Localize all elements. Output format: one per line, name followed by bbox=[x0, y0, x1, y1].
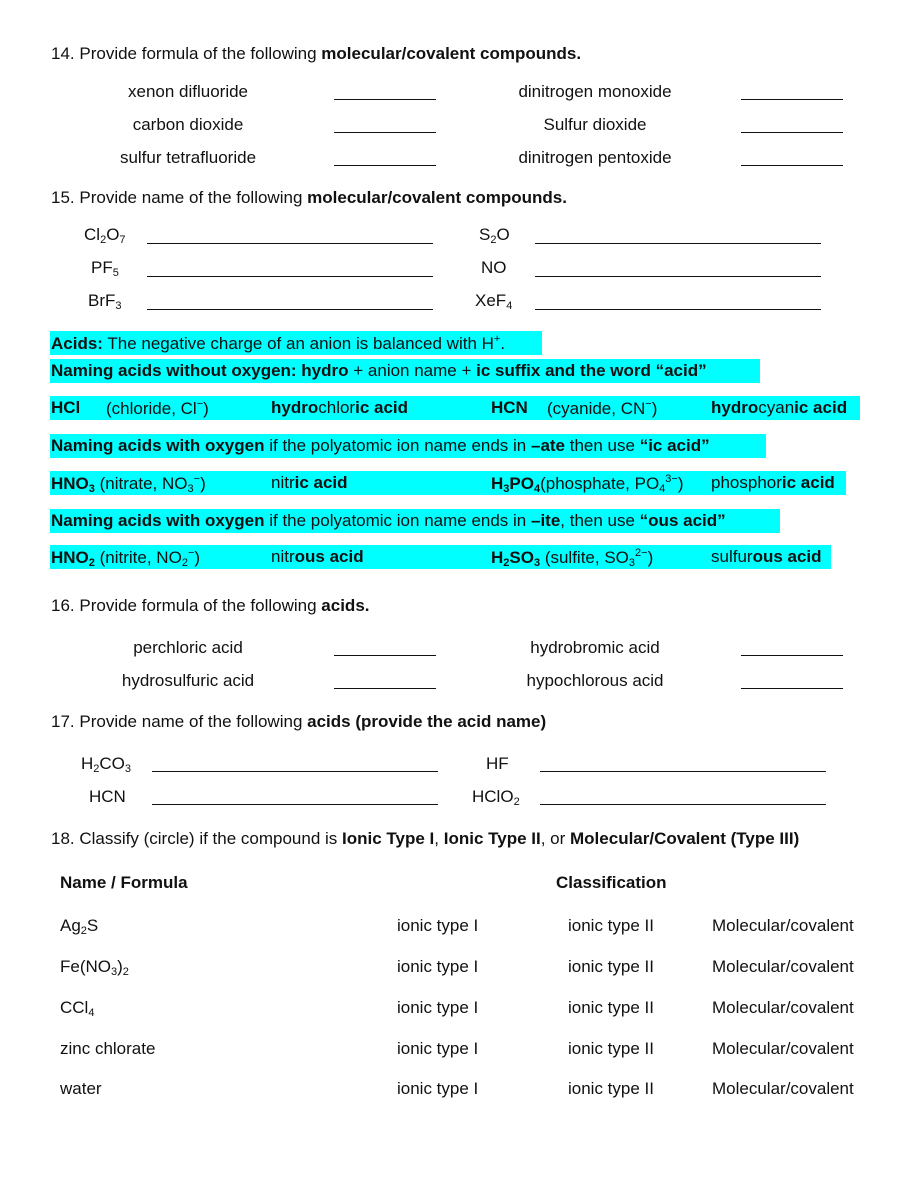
formula-hno3: $HNO_3$ (nitrate, $NO_3^-$) bbox=[51, 473, 206, 495]
acids-intro: Acids: The negative charge of an anion is balanced with H+. bbox=[51, 333, 506, 353]
acid-name-nitrous: nitrous acid bbox=[271, 547, 364, 566]
option-ionic-type-2[interactable]: ionic type II bbox=[568, 916, 654, 935]
answer-blank[interactable] bbox=[147, 276, 433, 277]
formula-cl2o7: $Cl_2O_7$ bbox=[84, 225, 126, 246]
answer-blank[interactable] bbox=[535, 243, 821, 244]
option-molecular-covalent[interactable]: Molecular/covalent bbox=[712, 916, 854, 935]
option-ionic-type-2[interactable]: ionic type II bbox=[568, 1039, 654, 1058]
acids-rule2: Naming acids with oxygen if the polyatomic ion name ends in –ate then use “ic acid” bbox=[51, 436, 710, 455]
answer-blank[interactable] bbox=[334, 99, 436, 100]
option-ionic-type-1[interactable]: ionic type I bbox=[397, 998, 479, 1017]
option-ionic-type-1[interactable]: ionic type I bbox=[397, 1039, 479, 1058]
q14-item: dinitrogen pentoxide bbox=[518, 148, 672, 167]
answer-blank[interactable] bbox=[741, 688, 843, 689]
answer-blank[interactable] bbox=[741, 165, 843, 166]
compound-ag2s: $Ag_2S$ bbox=[60, 916, 99, 937]
anion-chloride: (chloride, Cl−) bbox=[106, 398, 209, 418]
q16-item: hypochlorous acid bbox=[526, 671, 664, 690]
acids-rule3: Naming acids with oxygen if the polyatomic ion name ends in –ite, then use “ous acid” bbox=[51, 511, 726, 530]
option-molecular-covalent[interactable]: Molecular/covalent bbox=[712, 1079, 854, 1098]
formula-hcl: HCl bbox=[51, 398, 81, 417]
option-ionic-type-1[interactable]: ionic type I bbox=[397, 916, 479, 935]
q15-prompt: 15. Provide name of the following molecular/covalent compounds. bbox=[51, 188, 567, 207]
answer-blank[interactable] bbox=[152, 804, 438, 805]
option-ionic-type-1[interactable]: ionic type I bbox=[397, 1079, 479, 1098]
answer-blank[interactable] bbox=[334, 165, 436, 166]
column-header-classification: Classification bbox=[556, 873, 667, 892]
answer-blank[interactable] bbox=[147, 243, 433, 244]
answer-blank[interactable] bbox=[540, 771, 826, 772]
answer-blank[interactable] bbox=[334, 655, 436, 656]
option-molecular-covalent[interactable]: Molecular/covalent bbox=[712, 957, 854, 976]
acid-name-hydrochloric: hydrochloric acid bbox=[271, 398, 409, 417]
answer-blank[interactable] bbox=[540, 804, 826, 805]
q18-prompt: 18. Classify (circle) if the compound is Ionic Type I, Ionic Type II, or Molecular/Covalent (Type III) bbox=[51, 829, 800, 848]
q14-item: dinitrogen monoxide bbox=[518, 82, 672, 101]
formula-no: NO bbox=[481, 258, 507, 277]
acid-name-sulfurous: sulfurous acid bbox=[711, 547, 822, 566]
q16-item: perchloric acid bbox=[133, 638, 243, 657]
option-molecular-covalent[interactable]: Molecular/covalent bbox=[712, 1039, 854, 1058]
compound-fe-no3-2: $Fe(NO_3)_2$ bbox=[60, 957, 129, 978]
formula-h2so3: $H_2SO_3$ (sulfite, $SO_3^{2-}$) bbox=[491, 547, 654, 569]
q14-prompt: 14. Provide formula of the following molecular/covalent compounds. bbox=[51, 44, 582, 63]
formula-pf5: $PF_5$ bbox=[91, 258, 119, 279]
q16-item: hydrobromic acid bbox=[530, 638, 660, 657]
answer-blank[interactable] bbox=[152, 771, 438, 772]
answer-blank[interactable] bbox=[741, 132, 843, 133]
formula-hclo2: HClO$_2$ bbox=[472, 787, 520, 808]
q14-item: sulfur tetrafluoride bbox=[119, 148, 257, 167]
q14-item: xenon difluoride bbox=[127, 82, 249, 101]
acid-name-hydrocyanic: hydrocyanic acid bbox=[711, 398, 848, 417]
acids-rule1: Naming acids without oxygen: hydro + anion name + ic suffix and the word “acid” bbox=[51, 361, 707, 380]
answer-blank[interactable] bbox=[334, 688, 436, 689]
formula-s2o: $S_2O$ bbox=[479, 225, 510, 246]
option-molecular-covalent[interactable]: Molecular/covalent bbox=[712, 998, 854, 1017]
answer-blank[interactable] bbox=[147, 309, 433, 310]
q16-item: hydrosulfuric acid bbox=[121, 671, 255, 690]
option-ionic-type-2[interactable]: ionic type II bbox=[568, 998, 654, 1017]
q14-item: carbon dioxide bbox=[132, 115, 244, 134]
formula-hcn-q17: HCN bbox=[89, 787, 126, 806]
answer-blank[interactable] bbox=[741, 99, 843, 100]
answer-blank[interactable] bbox=[535, 309, 821, 310]
q16-prompt: 16. Provide formula of the following acids. bbox=[51, 596, 370, 615]
option-ionic-type-2[interactable]: ionic type II bbox=[568, 957, 654, 976]
formula-hf: HF bbox=[486, 754, 509, 773]
answer-blank[interactable] bbox=[741, 655, 843, 656]
option-ionic-type-2[interactable]: ionic type II bbox=[568, 1079, 654, 1098]
formula-brf3: BrF$_3$ bbox=[88, 291, 122, 312]
formula-h3po4: $H_3PO_4(phosphate$, $PO_4^{3-}$) bbox=[491, 473, 684, 495]
anion-cyanide: (cyanide, CN−) bbox=[547, 398, 658, 418]
column-header-name: Name / Formula bbox=[60, 873, 188, 892]
acid-name-phosphoric: phosphoric acid bbox=[711, 473, 835, 492]
compound-water: water bbox=[60, 1079, 102, 1098]
q14-item: Sulfur dioxide bbox=[543, 115, 647, 134]
answer-blank[interactable] bbox=[535, 276, 821, 277]
acid-name-nitric: nitric acid bbox=[271, 473, 348, 492]
compound-ccl4: CCl$_4$ bbox=[60, 998, 95, 1019]
q17-prompt: 17. Provide name of the following acids (provide the acid name) bbox=[51, 712, 547, 731]
option-ionic-type-1[interactable]: ionic type I bbox=[397, 957, 479, 976]
formula-h2co3: $H_2CO_3$ bbox=[81, 754, 132, 775]
formula-hno2: $HNO_2$ (nitrite, $NO_2^-$) bbox=[51, 547, 201, 569]
formula-xef4: XeF$_4$ bbox=[475, 291, 513, 312]
compound-zinc-chlorate: zinc chlorate bbox=[60, 1039, 156, 1058]
answer-blank[interactable] bbox=[334, 132, 436, 133]
formula-hcn: HCN bbox=[491, 398, 528, 417]
